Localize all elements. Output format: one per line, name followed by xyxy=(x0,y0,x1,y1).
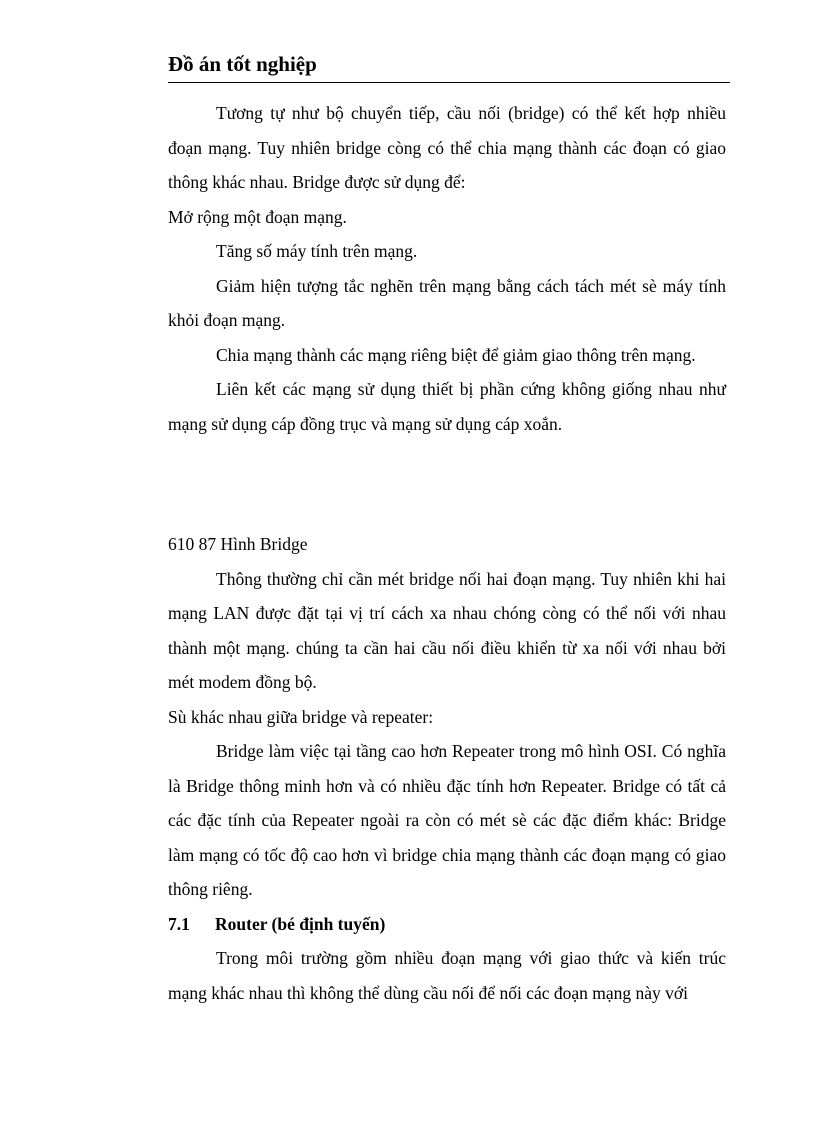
paragraph-difference-heading: Sù khác nhau giữa bridge và repeater: xyxy=(168,706,434,727)
paragraph-increase-computers: Tăng số máy tính trên mạng. xyxy=(216,241,418,261)
paragraph-bridge-vs-repeater: Bridge làm việc tại tầng cao hơn Repeater trong mô hình OSI. Có nghĩa là Bridge thông minh hơn và có nhiều đặc tính hơn Repeater. Bridge có tất cả các đặc tính của Repeater ngoài ra còn có mét sè các đặc điểm khác: Bridge làm mạng có tốc độ cao hơn vì bridge chia mạng thành các đoạn mạng có giao thông riêng. xyxy=(168,741,726,899)
paragraph-split-network: Chia mạng thành các mạng riêng biệt để giảm giao thông trên mạng. xyxy=(216,344,696,365)
paragraph-remote-bridge: Thông thường chỉ cần mét bridge nối hai đoạn mạng. Tuy nhiên khi hai mạng LAN được đặt tại vị trí cách xa nhau chóng còng có thể nối với nhau thành một mạng. chúng ta cần hai cầu nối điều khiển từ xa nối với nhau bởi mét modem đồng bộ. xyxy=(168,568,726,692)
figure-placeholder xyxy=(168,441,726,527)
section-heading xyxy=(168,907,726,942)
page-header-title: Đồ án tốt nghiệp xyxy=(168,52,317,76)
header-rule xyxy=(168,82,730,83)
figure-caption: 610 87 Hình Bridge xyxy=(168,534,308,554)
section-number: 7.1 xyxy=(168,913,190,934)
paragraph-reduce-congestion: Giảm hiện tượng tắc nghẽn trên mạng bằng cách tách mét sè máy tính khỏi đoạn mạng. xyxy=(168,275,726,330)
paragraph-extend-segment: Mở rộng một đoạn mạng. xyxy=(168,206,347,227)
section-title: Router (bé định tuyến) xyxy=(215,913,386,934)
document-body xyxy=(168,96,726,1010)
paragraph-bridge-intro: Tương tự như bộ chuyển tiếp, cầu nối (bridge) có thể kết hợp nhiều đoạn mạng. Tuy nhiên bridge còng có thể chia mạng thành các đoạn có giao thông khác nhau. Bridge được sử dụng để: xyxy=(168,103,726,192)
paragraph-router-intro: Trong môi trường gồm nhiều đoạn mạng với giao thức và kiến trúc mạng khác nhau thì không thể dùng cầu nối để nối các đoạn mạng này với xyxy=(168,948,726,1003)
paragraph-link-networks: Liên kết các mạng sử dụng thiết bị phần cứng không giống nhau như mạng sử dụng cáp đồng trục và mạng sử dụng cáp xoắn. xyxy=(168,379,726,434)
